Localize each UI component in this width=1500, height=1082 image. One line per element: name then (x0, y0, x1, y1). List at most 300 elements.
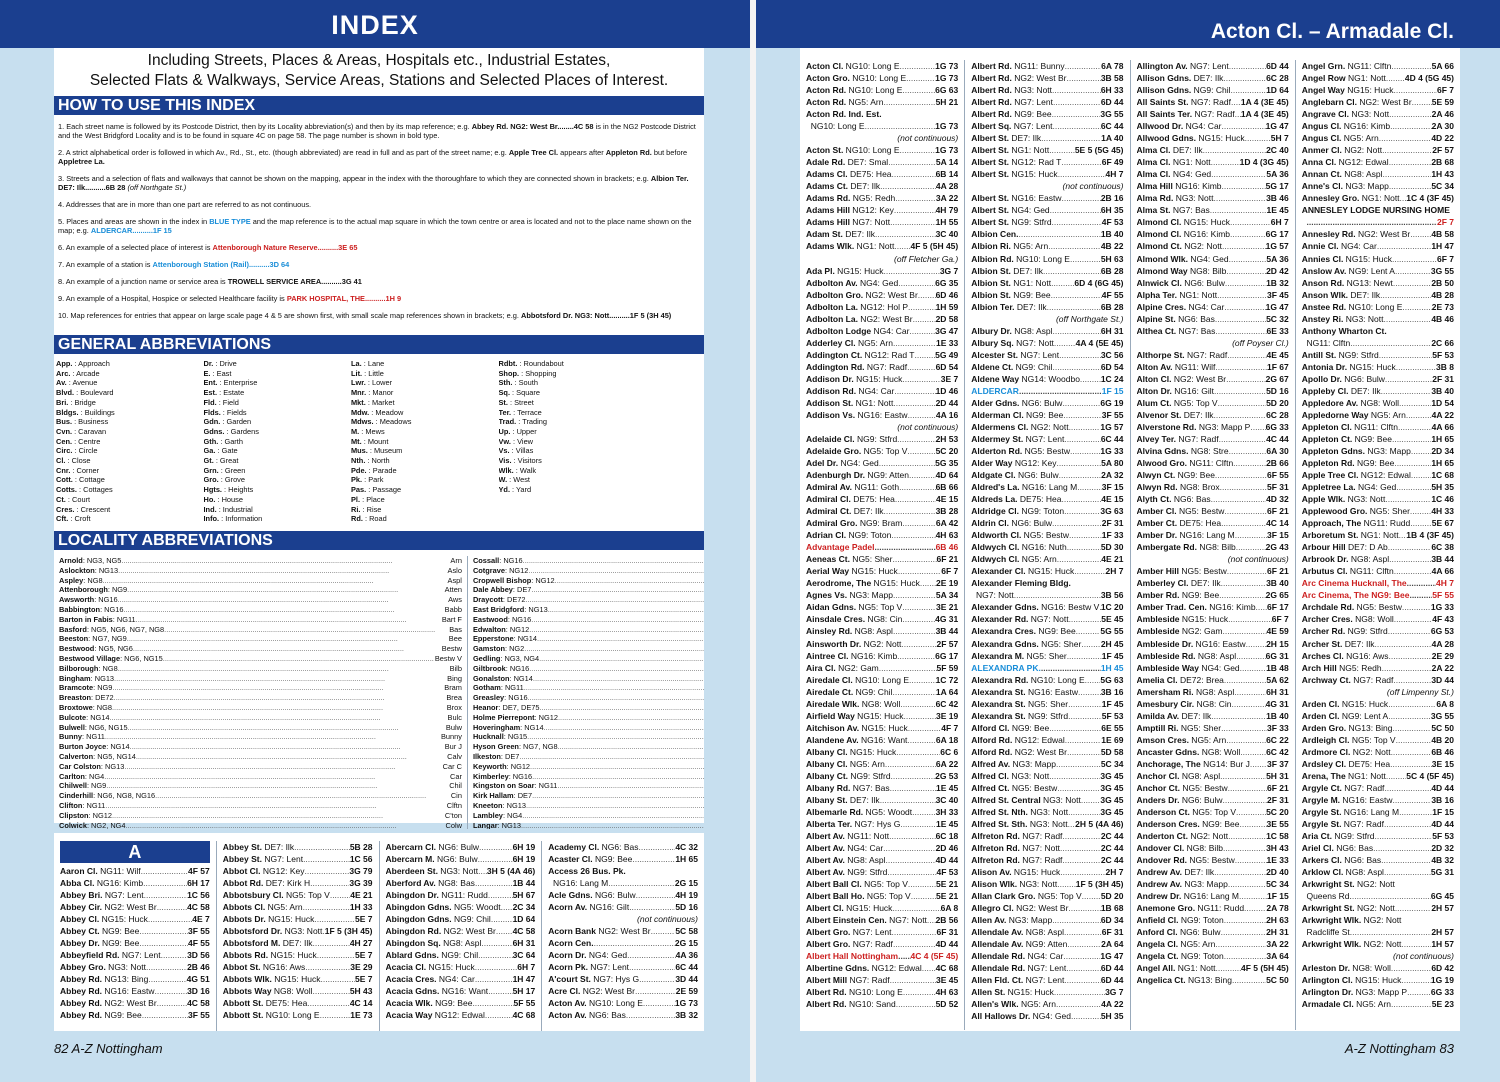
street-locality: NG6: Bas (1175, 313, 1215, 324)
map-ref: 1B 68 (1100, 903, 1124, 914)
street-name: Albert St. (971, 145, 1010, 156)
index-street (60, 901, 157, 913)
index-entry (1137, 216, 1289, 228)
entry-leader (1231, 84, 1267, 96)
abbr-row (499, 427, 647, 437)
abbr-meaning: : Mews (359, 426, 385, 436)
index-street (1302, 457, 1395, 469)
street-locality: NG5: Bestw (1354, 602, 1402, 613)
entry-leader (912, 806, 935, 818)
index-street (806, 553, 892, 565)
street-name: Archer Cres. (1301, 614, 1353, 625)
index-entry (1137, 289, 1289, 301)
entry-leader (143, 877, 187, 889)
locality-place: Clifton (59, 800, 83, 810)
locality-row (473, 781, 704, 791)
map-ref: 1H 65 (675, 854, 698, 865)
index-entry (971, 758, 1123, 770)
street-locality: NG16: Kimb (94, 878, 144, 889)
street-name: Adam St. (806, 229, 843, 240)
entry-leader (1211, 168, 1266, 180)
locality-place: Burton Joyce (59, 742, 107, 752)
index-street (60, 997, 157, 1009)
street-name: Albert Rd. (971, 97, 1012, 108)
street-locality: NG2: Gam (835, 662, 879, 673)
index-entry (1137, 878, 1289, 890)
map-ref: 6G 35 (935, 277, 959, 288)
abbr-meaning: : Place (360, 494, 385, 504)
entry-leader (1392, 253, 1437, 265)
index-street (1302, 204, 1450, 216)
street-locality: NG11: Rudd (1195, 903, 1245, 914)
abbr-meaning: : Lower (365, 378, 393, 388)
index-street (1137, 313, 1215, 325)
locality-row (473, 556, 704, 566)
street-locality: NG7: Radf (1176, 433, 1219, 444)
street-name: Aldworth Cl. (971, 530, 1022, 541)
map-ref: 6A 78 (1101, 61, 1124, 71)
map-ref: 5E 23 (1431, 999, 1454, 1010)
map-ref: 3D 44 (1431, 674, 1454, 685)
entry-leader (909, 325, 935, 337)
index-street (806, 914, 927, 926)
street-locality: NG7: Nott (1028, 614, 1069, 625)
index-street (971, 265, 1043, 277)
index-column (800, 60, 965, 1030)
index-street (806, 589, 893, 601)
map-ref: 3B 58 (1100, 73, 1124, 84)
street-name: Acle Gdns. (548, 890, 593, 901)
locality-place: Cropwell Bishop (472, 575, 532, 585)
map-ref: 6D 42 (1431, 963, 1454, 974)
street-locality: NG4: Ged (1009, 205, 1050, 216)
street-name: Alfreton Rd. (971, 831, 1020, 841)
street-name: Appleton Gdns. (1301, 446, 1366, 456)
index-street (1137, 686, 1235, 698)
map-ref: 4D 32 (1266, 494, 1289, 505)
index-street (386, 985, 489, 997)
street-locality: NG15: Huck (271, 974, 321, 985)
entry-leader (913, 313, 936, 325)
index-entry (1302, 926, 1454, 938)
howto-example: Apple Tree Cl. (508, 148, 559, 157)
abbr-code: Up. (498, 426, 511, 436)
entry-leader (1231, 698, 1265, 710)
index-entry (806, 216, 958, 228)
abbr-meaning: : Heights (221, 485, 254, 495)
entry-leader (1221, 722, 1267, 734)
street-locality: NG16: Eastw (102, 986, 155, 997)
index-entry (1302, 517, 1454, 529)
entry-leader (1057, 878, 1076, 890)
map-ref: 2B 56 (935, 915, 959, 926)
map-ref: 6F 31 (1101, 927, 1124, 938)
abbr-code: Est. (203, 388, 218, 398)
locality-name (473, 664, 704, 674)
index-entry (971, 529, 1123, 541)
entry-leader (907, 445, 935, 457)
street-locality: NG2: Nott (1354, 903, 1395, 914)
index-entry (1137, 60, 1289, 72)
map-ref: 4F 55 (188, 938, 210, 949)
index-street (1302, 180, 1389, 192)
entry-leader (1049, 770, 1100, 782)
street-name: Angus Cl. (1301, 121, 1342, 132)
entry-leader (1056, 457, 1101, 469)
entry-leader (1053, 325, 1101, 337)
abbr-row (56, 378, 204, 388)
index-street (971, 433, 1064, 445)
entry-leader (1071, 1010, 1101, 1022)
index-entry (806, 469, 958, 481)
map-ref: 4C 14 (349, 998, 373, 1009)
index-street (1137, 758, 1250, 770)
street-name: Arbrook Dr. (1301, 554, 1349, 565)
index-street (223, 841, 294, 853)
entry-leader (894, 385, 935, 397)
street-locality: DE7: Smal (845, 157, 889, 168)
map-ref: 1F 5 (3H 45) (324, 926, 373, 937)
street-locality: NG2: Nott (1028, 421, 1069, 432)
locality-name (473, 703, 704, 713)
index-entry (1302, 337, 1454, 349)
map-ref: 6D 44 (1266, 61, 1289, 71)
street-name: Alverstone Rd. (1136, 421, 1197, 432)
index-street (1302, 986, 1407, 998)
entry-leader (1041, 132, 1101, 144)
street-name: Abbots Rd. (222, 950, 269, 961)
index-entry (806, 144, 958, 156)
index-entry (1302, 168, 1454, 180)
locality-postcodes: : NG13 (524, 604, 548, 614)
entry-leader (1244, 902, 1266, 914)
index-entry (806, 204, 958, 216)
map-ref: 6D 44 (1100, 97, 1124, 108)
index-entry (971, 806, 1123, 818)
street-locality: DE7: Kirk H (263, 878, 311, 889)
street-locality: NG6: Bas (586, 1010, 626, 1021)
entry-leader (1052, 914, 1101, 926)
index-street (971, 878, 1057, 890)
map-ref: 4D 44 (1431, 782, 1454, 793)
street-locality: NG4: Car (871, 325, 910, 336)
entry-leader (1384, 782, 1431, 794)
map-ref: 4H 19 (675, 890, 698, 901)
map-ref: 6D 44 (1100, 975, 1124, 986)
locality-row (473, 713, 704, 723)
entry-leader (1061, 156, 1101, 168)
map-ref: 6G 53 (1430, 626, 1454, 637)
locality-postcodes: : NG12 (506, 761, 531, 771)
entry-leader (1222, 180, 1266, 192)
abbr-row (56, 446, 204, 456)
entry-leader (1062, 397, 1100, 409)
index-street (806, 313, 913, 325)
index-entry (1302, 686, 1454, 698)
map-ref: 2H 53 (935, 433, 959, 444)
index-street (806, 505, 883, 517)
street-locality: NG2: Nott (1361, 915, 1402, 926)
entry-leader (1064, 974, 1101, 986)
index-entry (806, 60, 958, 72)
map-ref: 3C 40 (935, 794, 959, 805)
index-entry (971, 866, 1123, 878)
entry-leader (1411, 469, 1431, 481)
street-name: Abbey Rd. (60, 1010, 103, 1021)
abbr-row (351, 485, 499, 495)
entry-leader (883, 265, 939, 277)
index-entry (60, 949, 210, 961)
index-street (971, 216, 1051, 228)
street-name: Ariel Cl. (1301, 843, 1334, 854)
index-street (1137, 469, 1215, 481)
howto-item (58, 217, 700, 235)
index-street (60, 925, 139, 937)
index-street (223, 877, 310, 889)
index-entry (1302, 493, 1454, 505)
abbr-meaning: : Visitors (511, 456, 542, 466)
street-name: Anderson Ct. (1136, 806, 1190, 817)
locality-place: Chilwell (59, 781, 87, 791)
index-street (971, 132, 1041, 144)
index-entry (386, 985, 536, 997)
index-entry (806, 950, 958, 962)
street-name: Addison Vs. (806, 409, 856, 420)
map-ref: 1E 33 (1266, 855, 1289, 866)
index-entry (806, 457, 958, 469)
abbr-row (204, 408, 352, 418)
index-street (806, 734, 907, 746)
abbr-row (204, 446, 352, 456)
locality-name (473, 811, 704, 821)
locality-postcodes: : NG4 (502, 810, 523, 820)
entry-leader (1233, 457, 1266, 469)
street-locality: DE7: Ilk (847, 794, 880, 805)
index-street (1137, 409, 1214, 421)
street-locality: NG7: Bas (1170, 205, 1210, 216)
street-name: Aerial Way (806, 566, 850, 577)
entry-leader (1246, 638, 1266, 650)
street-name: Archer Rd. (1301, 626, 1346, 637)
index-entry (971, 650, 1123, 662)
street-locality: NG7: Nott (849, 217, 891, 228)
abbr-code: Dr. (203, 359, 214, 368)
entry-leader (1070, 445, 1100, 457)
index-street (971, 192, 1061, 204)
street-locality: DE75: Hea (1346, 758, 1391, 769)
index-street (1302, 433, 1392, 445)
street-locality: NG11: Nott (844, 831, 890, 841)
index-entry (1137, 770, 1289, 782)
street-locality: NG2: Nott (861, 638, 902, 649)
howto-item (58, 122, 700, 140)
index-entry (971, 72, 1123, 84)
entry-leader (1232, 974, 1266, 986)
index-street (1137, 529, 1235, 541)
index-entry (1302, 625, 1454, 637)
index-street (971, 686, 1078, 698)
street-name: Alma Cl. (1136, 169, 1171, 180)
map-ref: 1C 24 (1100, 373, 1124, 384)
street-name: Adale Rd. (806, 157, 846, 168)
index-street (386, 1009, 485, 1021)
map-ref: 2B 16 (1100, 193, 1124, 204)
entry-leader (1381, 854, 1431, 866)
street-name: Arlington Dr. (1301, 987, 1354, 998)
abbr-row (351, 437, 499, 447)
abbr-row (204, 466, 352, 476)
street-locality: NG2: West Br (1355, 229, 1411, 240)
street-locality: NG8: Aspl (1195, 650, 1237, 661)
entry-leader (314, 913, 355, 925)
index-entry (971, 108, 1123, 120)
entry-leader (1215, 313, 1266, 325)
abbr-row (204, 514, 352, 524)
map-ref: 4C 44 (1266, 433, 1289, 444)
map-ref: 3E 7 (940, 373, 959, 384)
entry-note: (not continuous) (1393, 951, 1454, 962)
howto-item (58, 311, 700, 320)
street-name: ALDERCAR (971, 385, 1019, 396)
locality-row (59, 566, 462, 576)
street-name: Annesley Gro. (1301, 193, 1360, 204)
entry-leader (1240, 746, 1266, 758)
entry-leader (1402, 301, 1431, 313)
street-locality: DE7: Ilk (1014, 301, 1047, 312)
street-locality: NG8: Bas (435, 878, 475, 889)
street-name: Abbotsbury Cl. (222, 890, 284, 901)
street-locality: NG2: Gam (1179, 626, 1223, 637)
index-street (1137, 505, 1225, 517)
street-locality: NG15: Huck (1196, 133, 1245, 144)
entry-leader (893, 337, 936, 349)
index-entry (1302, 60, 1454, 72)
entry-leader (1068, 710, 1102, 722)
entry-leader (1402, 601, 1431, 613)
index-entry (806, 505, 958, 517)
index-entry (1302, 794, 1454, 806)
entry-leader (146, 961, 187, 973)
entry-leader (892, 168, 936, 180)
index-street (1302, 565, 1394, 577)
street-name: Albion Ri. (971, 241, 1011, 252)
street-locality: NG12: Edwal (1336, 157, 1389, 168)
map-ref: 6B 28 (1100, 301, 1124, 312)
map-ref: 5C 20 (935, 446, 959, 456)
locality-abbr: Cin (450, 791, 462, 801)
map-ref: 1B 44 (512, 878, 536, 889)
index-street (548, 973, 639, 985)
entry-leader (475, 877, 513, 889)
index-entry (1137, 385, 1289, 397)
abbr-row (204, 495, 352, 505)
street-name: Arbutus Cl. (1301, 566, 1348, 577)
street-name: Albert Mill (806, 975, 848, 986)
index-entry (806, 710, 958, 722)
index-entry (806, 421, 958, 433)
locality-row (473, 703, 704, 713)
index-entry (806, 662, 958, 674)
index-entry (386, 973, 536, 985)
entry-leader (1245, 132, 1271, 144)
street-locality: NG8: Woll (859, 698, 901, 709)
map-ref: 2G 15 (674, 878, 698, 889)
map-ref: 1B 4 (3F 45) (1406, 530, 1454, 541)
street-name: Argyle St. (1301, 806, 1342, 817)
street-locality: NG2: West Br (1013, 903, 1069, 914)
index-entry (806, 830, 958, 842)
street-name: Alwyn Rd. (1136, 482, 1178, 493)
street-name: Apollo Dr. (1301, 373, 1342, 384)
entry-leader (1239, 890, 1267, 902)
street-locality: NG3: Mapp P (1196, 421, 1251, 432)
street-locality: NG11: Wilf (1172, 361, 1216, 372)
index-street (1137, 902, 1245, 914)
locality-name (473, 566, 704, 576)
street-name: Archway Ct. (1301, 674, 1351, 685)
street-name: Airedale Cl. (806, 674, 853, 685)
street-name: Alexandra M. (971, 650, 1025, 661)
index-street (971, 746, 1067, 758)
entry-leader (1412, 96, 1432, 108)
street-name: Albert Sq. (971, 121, 1012, 132)
abbr-row (204, 369, 352, 379)
street-name: Albert St. (971, 169, 1010, 180)
entry-leader (1221, 517, 1266, 529)
abbr-code: Gt. (203, 456, 214, 466)
entry-leader (894, 240, 910, 252)
map-ref: 1C 72 (935, 674, 959, 685)
map-ref: 3F 33 (1267, 722, 1289, 733)
map-ref: 2C 66 (1431, 337, 1454, 348)
street-name: Abbey Gro. (60, 962, 106, 973)
index-street (223, 925, 323, 937)
index-entry (971, 240, 1123, 252)
map-ref: 2H 5 (4A 46) (1075, 818, 1124, 829)
street-locality: NG8: Aspl (1341, 169, 1383, 180)
street-name: Aberdeen St. (385, 866, 438, 877)
map-ref: 1H 33 (349, 902, 373, 913)
index-entry (1137, 457, 1289, 469)
map-ref: 6C 42 (935, 698, 959, 709)
map-ref: 6C 42 (1266, 746, 1289, 757)
entry-leader (1382, 662, 1432, 674)
abbr-code: Grn. (203, 465, 219, 475)
map-ref: 2F 31 (1101, 518, 1124, 529)
street-name: Alfred St. Sth. (971, 818, 1028, 829)
entry-leader (1407, 577, 1436, 589)
index-entry (1302, 421, 1454, 433)
index-street (1137, 180, 1222, 192)
index-entry (806, 313, 958, 325)
index-entry (386, 877, 536, 889)
abbr-code: Vs. (498, 446, 510, 456)
street-name: Alandene Av. (806, 734, 859, 745)
street-name: Albert Rd. (971, 73, 1012, 84)
street-name: Albert Av. (806, 843, 845, 854)
street-locality: DE7: Ilk (1009, 133, 1042, 144)
street-locality: NG13: Bing (102, 974, 149, 985)
street-locality: NG7: Radf (1188, 97, 1231, 108)
abbr-meaning: : Garth (218, 436, 243, 446)
entry-leader (922, 962, 936, 974)
street-locality: NG15: Huck (853, 373, 903, 384)
street-locality: NG3: Nott (437, 866, 479, 877)
entry-leader (1410, 517, 1432, 529)
map-ref: 2G 67 (1265, 373, 1289, 384)
index-street (1137, 818, 1240, 830)
street-name: Amber Trad. Cen. (1136, 602, 1207, 613)
